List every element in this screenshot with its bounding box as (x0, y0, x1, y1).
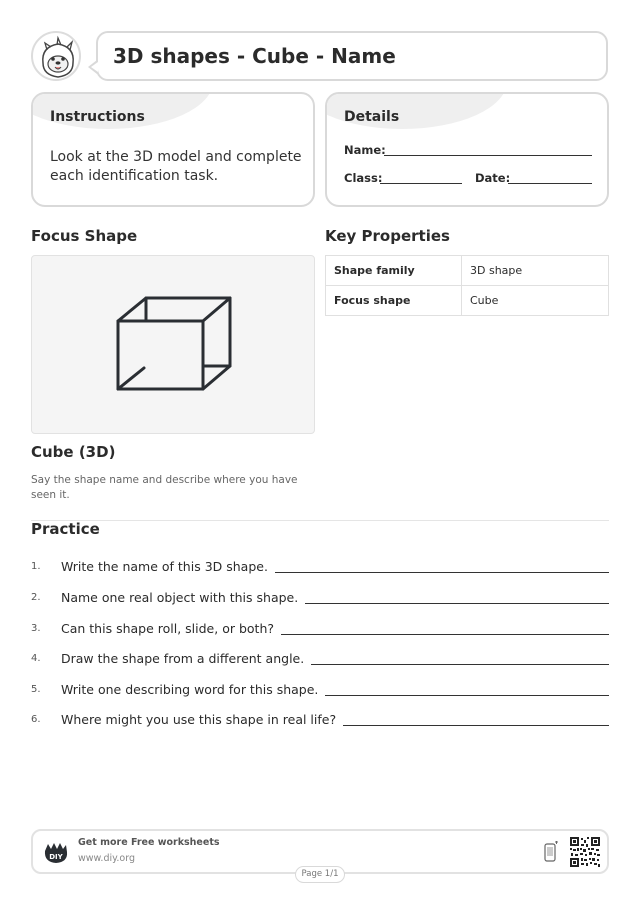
question-text: Write one describing word for this shape. (61, 682, 319, 697)
page-title: 3D shapes - Cube - Name (113, 44, 396, 68)
instructions-heading: Instructions (50, 109, 145, 125)
practice-heading: Practice (31, 520, 100, 538)
date-label: Date: (475, 171, 511, 185)
practice-question (31, 617, 609, 637)
details-card (325, 92, 609, 207)
key-properties-table (325, 255, 609, 316)
question-text: Name one real object with this shape. (61, 590, 299, 605)
property-key: Focus shape (326, 286, 462, 316)
table-row (326, 256, 609, 286)
speech-tail-inner (91, 62, 98, 72)
title-box (96, 31, 608, 81)
logo-text: DIY (49, 853, 63, 861)
mascot-avatar-icon (31, 31, 81, 81)
table-row (326, 286, 609, 316)
question-number: 5. (31, 684, 41, 695)
phone-app-icon (543, 841, 559, 863)
practice-question (31, 555, 609, 575)
cube-outline-icon (32, 256, 316, 435)
practice-question (31, 586, 609, 606)
focus-shape-heading: Focus Shape (31, 227, 138, 245)
class-label: Class: (344, 171, 383, 185)
instructions-card (31, 92, 315, 207)
property-value: Cube (462, 286, 609, 316)
shape-description: Say the shape name and describe where you have seen it. (31, 474, 298, 501)
question-number: 2. (31, 592, 41, 603)
date-field[interactable] (508, 183, 592, 184)
property-key: Shape family (326, 256, 462, 286)
practice-question (31, 708, 609, 728)
answer-line[interactable] (275, 572, 609, 573)
shape-title: Cube (3D) (31, 443, 116, 461)
practice-question (31, 678, 609, 698)
question-text: Can this shape roll, slide, or both? (61, 621, 274, 636)
question-number: 6. (31, 714, 41, 725)
qr-code-icon (570, 837, 600, 867)
answer-line[interactable] (325, 695, 609, 696)
question-number: 3. (31, 623, 41, 634)
focus-shape-panel (31, 255, 315, 434)
name-field[interactable] (384, 155, 592, 156)
footer-link[interactable]: www.diy.org (78, 853, 135, 864)
footer-promo-text: Get more Free worksheets (78, 837, 220, 848)
name-label: Name: (344, 143, 386, 157)
page-indicator: Page 1/1 (295, 866, 345, 883)
question-text: Draw the shape from a different angle. (61, 651, 305, 666)
question-number: 1. (31, 561, 41, 572)
property-value: 3D shape (462, 256, 609, 286)
class-field[interactable] (380, 183, 462, 184)
answer-line[interactable] (305, 603, 609, 604)
instructions-text: Look at the 3D model and complete each identification task. (50, 149, 302, 184)
question-text: Where might you use this shape in real life? (61, 712, 337, 727)
question-number: 4. (31, 653, 41, 664)
answer-line[interactable] (281, 634, 609, 635)
key-properties-heading: Key Properties (325, 227, 450, 245)
section-divider (31, 520, 609, 521)
details-heading: Details (344, 109, 400, 125)
answer-line[interactable] (311, 664, 609, 665)
answer-line[interactable] (343, 725, 609, 726)
diy-logo-icon[interactable] (43, 841, 69, 865)
practice-question (31, 647, 609, 667)
question-text: Write the name of this 3D shape. (61, 559, 268, 574)
